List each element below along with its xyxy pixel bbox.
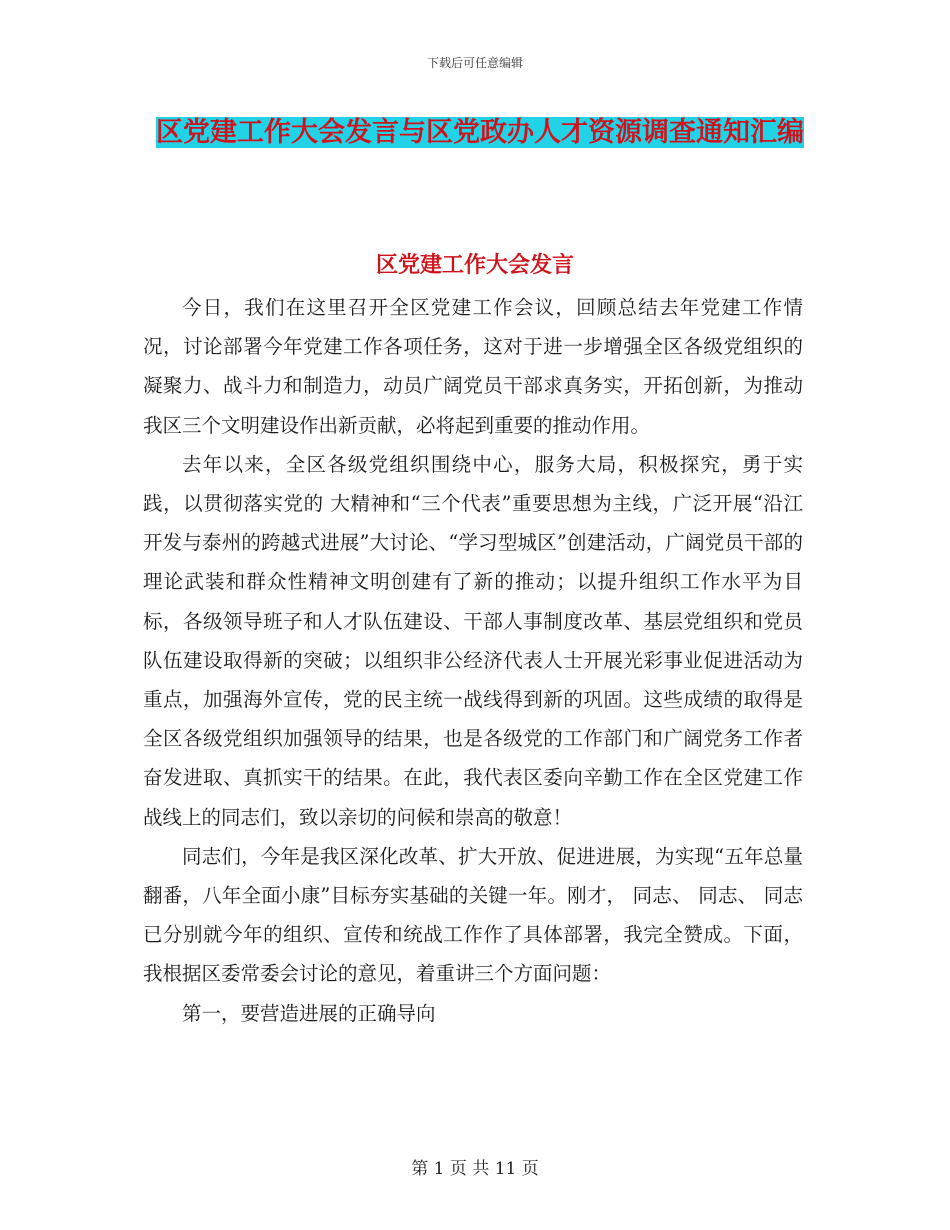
document-body	[143, 288, 803, 1033]
page-header-note: 下载后可任意编辑	[426, 56, 523, 70]
body-paragraph: 今日，我们在这里召开全区党建工作会议，回顾总结去年党建工作情况，讨论部署今年党建工作各项任务，这对于进一步增强全区各级党组织的凝聚力、战斗力和制造力，动员广阔党员干部求真务实，开拓创新，为推动我区三个文明建设作出新贡献，必将起到重要的推动作用。	[143, 296, 803, 437]
section-title: 区党建工作大会发言	[375, 252, 574, 278]
page-number: 第 1 页 共 11 页	[411, 1159, 539, 1179]
body-paragraph: 同志们，今年是我区深化改革、扩大开放、促进进展，为实现“五年总量翻番，八年全面小康”目标夯实基础的关键一年。刚才， 同志、 同志、 同志已分别就今年的组织、宣传和统战工作作了具体部署，我完全赞成。下面，我根据区委常委会讨论的意见，着重讲三个方面问题：	[143, 844, 803, 986]
document-title	[140, 110, 820, 156]
document-title-text: 区党建工作大会发言与区党政办人才资源调查通知汇编	[156, 117, 804, 148]
body-paragraph: 去年以来，全区各级党组织围绕中心，服务大局，积极探究，勇于实践，以贯彻落实党的 大精神和“三个代表”重要思想为主线，广泛开展“沿江开发与泰州的跨越式进展”大讨论、“学习型城区”创建活动，广阔党员干部的理论武装和群众性精神文明创建有了新的推动；以提升组织工作水平为目标，各级领导班子和人才队伍建设、干部人事制度改革、基层党组织和党员队伍建设取得新的突破；以组织非公经济代表人士开展光彩事业促进活动为重点，加强海外宣传，党的民主统一战线得到新的巩固。这些成绩的取得是全区各级党组织加强领导的结果，也是各级党的工作部门和广阔党务工作者奋发进取、真抓实干的结果。在此，我代表区委向辛勤工作在全区党建工作战线上的同志们，致以亲切的问候和崇高的敬意！	[143, 452, 803, 829]
body-paragraph: 第一，要营造进展的正确导向	[182, 1001, 436, 1025]
